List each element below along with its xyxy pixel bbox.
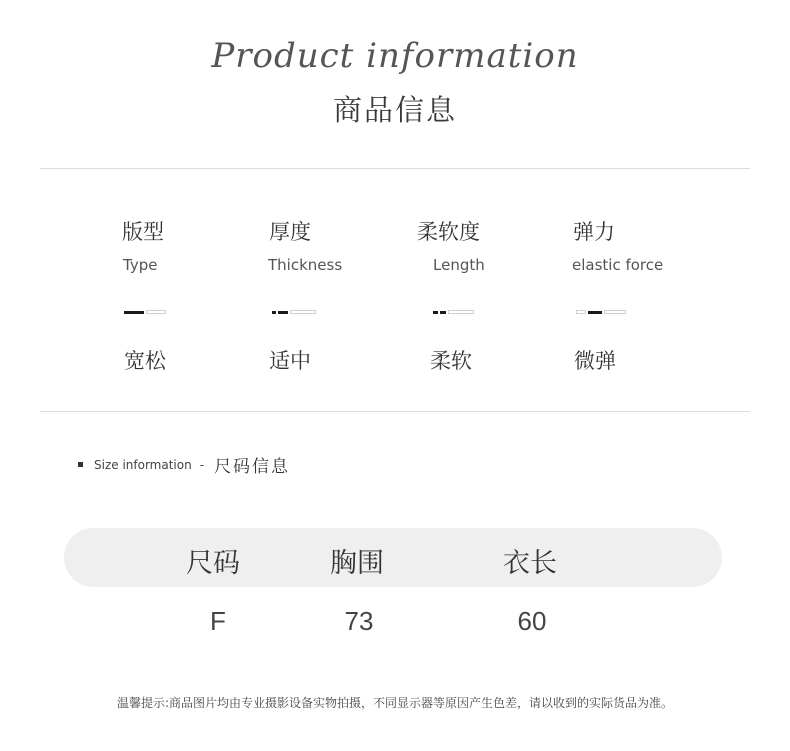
disclaimer-note: 温馨提示:商品图片均由专业摄影设备实物拍摄，不同显示器等原因产生色差，请以收到的实际货品为准。	[116, 696, 674, 710]
attr-elastic-value: 微弹	[574, 349, 616, 373]
attr-thickness	[216, 216, 366, 274]
size-table-cell-bust: 73	[344, 606, 374, 636]
size-table-cell-length: 60	[517, 606, 547, 636]
size-table-header-bust: 胸围	[330, 548, 384, 579]
scale-indicator-thickness	[272, 309, 324, 315]
middle-divider	[40, 411, 750, 412]
scale-indicator-softness	[433, 309, 485, 315]
size-table-header-length: 衣长	[503, 548, 557, 579]
attr-thickness-cn: 厚度	[269, 220, 311, 244]
script-title: Product information	[211, 36, 579, 76]
attr-softness-en: Length	[433, 256, 485, 274]
size-table-cell-size: F	[210, 606, 226, 636]
size-table-header-size: 尺码	[186, 548, 240, 579]
attr-thickness-en: Thickness	[268, 256, 343, 274]
size-section-heading	[78, 452, 290, 477]
size-heading-en: Size information	[94, 457, 192, 472]
attr-softness-value: 柔软	[430, 349, 472, 373]
size-heading-cn: 尺码信息	[214, 457, 291, 477]
attr-type-cn: 版型	[122, 220, 164, 244]
bullet-square-icon	[78, 462, 83, 467]
attr-elastic-en: elastic force	[572, 256, 664, 274]
page-title: 商品信息	[332, 93, 457, 127]
size-heading-separator: -	[199, 457, 205, 472]
attr-softness-cn: 柔软度	[417, 220, 480, 244]
attr-type	[70, 216, 220, 274]
attr-elastic-cn: 弹力	[573, 220, 615, 244]
attr-type-en: Type	[123, 256, 158, 274]
scale-indicator-type	[124, 309, 176, 315]
scale-indicator-elastic	[576, 309, 628, 315]
attr-elastic	[520, 216, 670, 274]
top-divider	[40, 168, 750, 169]
attr-type-value: 宽松	[124, 349, 166, 373]
attr-thickness-value: 适中	[269, 349, 311, 373]
attr-softness	[380, 216, 530, 274]
